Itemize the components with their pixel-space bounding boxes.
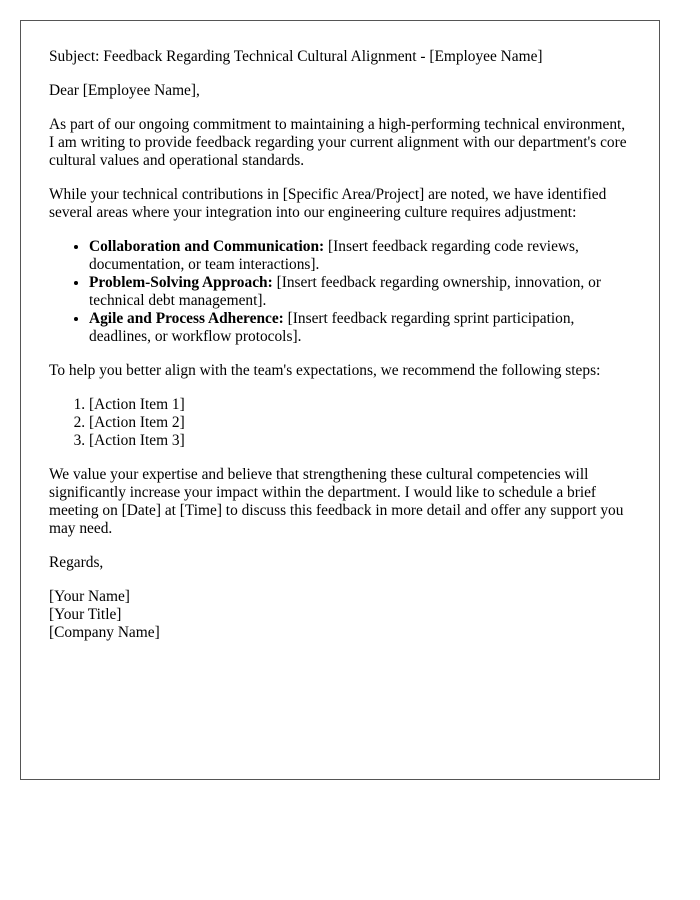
intro-paragraph: As part of our ongoing commitment to maintaining a high-performing technical environment, I am writing to provide feedback regarding your current alignment with our department's core cultural values and operational standards. xyxy=(49,116,627,169)
area-text: [Insert feedback regarding ownership, innovation, or technical debt management]. xyxy=(89,274,601,309)
list-item: 2. [Action Item 2] xyxy=(89,414,631,432)
area-text: [Insert feedback regarding code reviews, documentation, or team interactions]. xyxy=(89,238,579,273)
signature-block xyxy=(49,588,631,642)
list-item xyxy=(89,274,631,310)
list-item: 1. [Action Item 1] xyxy=(89,396,631,414)
list-item xyxy=(89,310,631,346)
context-paragraph: While your technical contributions in [Specific Area/Project] are noted, we have identified several areas where your integration into our engineering culture requires adjustment: xyxy=(49,186,607,221)
signoff: Regards, xyxy=(49,554,104,571)
list-item xyxy=(89,238,631,274)
feedback-areas-list xyxy=(49,238,631,346)
signature-company: [Company Name] xyxy=(49,624,160,641)
letter-container xyxy=(20,20,660,780)
steps-intro-paragraph: To help you better align with the team's expectations, we recommend the following steps: xyxy=(49,362,601,379)
signature-title: [Your Title] xyxy=(49,606,122,623)
area-title: Collaboration and Communication: xyxy=(89,238,325,255)
area-text: [Insert feedback regarding sprint participation, deadlines, or workflow protocols]. xyxy=(89,310,575,345)
area-title: Agile and Process Adherence: xyxy=(89,310,284,327)
area-title: Problem-Solving Approach: xyxy=(89,274,273,291)
signature-name: [Your Name] xyxy=(49,588,130,605)
closing-paragraph: We value your expertise and believe that strengthening these cultural competencies will significantly increase your impact within the department. I would like to schedule a brief meeting on [Date] at [Time] to discuss this feedback in more detail and offer any support you may need. xyxy=(49,466,624,537)
subject-line: Subject: Feedback Regarding Technical Cultural Alignment - [Employee Name] xyxy=(49,48,543,65)
list-item: 3. [Action Item 3] xyxy=(89,432,631,450)
action-steps-list xyxy=(49,396,631,450)
greeting: Dear [Employee Name], xyxy=(49,82,200,99)
